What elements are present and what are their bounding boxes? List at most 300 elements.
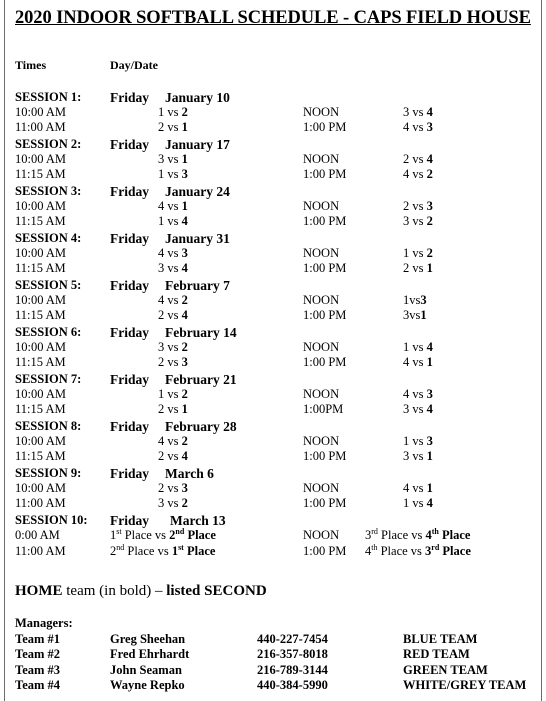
away-team: 4 — [158, 199, 165, 213]
away-team: 3 — [158, 340, 165, 354]
matchup-2 — [403, 261, 433, 276]
home-team: 1 — [181, 120, 188, 134]
home-team: 2 — [181, 105, 188, 119]
vs-text: vs — [167, 293, 179, 307]
away-team: 1 — [403, 246, 410, 260]
vs-text: vs — [167, 387, 179, 401]
game-row — [0, 355, 546, 370]
game-time: 11:15 AM — [15, 355, 66, 369]
game-row — [0, 402, 546, 417]
away-team: 2 — [158, 355, 165, 369]
manager-name: John Seaman — [110, 662, 182, 677]
session-label: SESSION 8: — [15, 419, 82, 433]
final-game-row — [0, 528, 546, 543]
session-label: SESSION 1: — [15, 90, 82, 104]
game-time-2: 1:00 PM — [303, 449, 347, 463]
away-team: 2 — [158, 402, 165, 416]
away-team: 4 — [158, 293, 165, 307]
place-suffix: st — [178, 542, 184, 552]
matchup-2 — [403, 308, 427, 323]
away-team: 3 — [158, 261, 165, 275]
home-team: 1 — [420, 308, 427, 322]
team-color: BLUE TEAM — [403, 632, 478, 646]
vs-text: vs — [409, 293, 421, 307]
away-team: 4 — [403, 120, 410, 134]
home-team: 3 — [420, 293, 427, 307]
placement — [425, 544, 471, 558]
matchup-2 — [403, 105, 433, 120]
matchup-1 — [158, 261, 188, 276]
session-date: February 28 — [165, 419, 237, 434]
matchup-1 — [158, 214, 188, 229]
place-number: 3 — [365, 528, 372, 542]
matchup-2 — [403, 355, 433, 370]
game-time-2: 1:00 PM — [303, 261, 347, 275]
place-suffix: rd — [431, 542, 440, 552]
home-team: 4 — [426, 496, 433, 510]
session-date: January 10 — [165, 90, 230, 105]
away-team: 4 — [403, 481, 410, 495]
matchup-2 — [403, 120, 433, 135]
vs-text: vs — [412, 120, 424, 134]
game-time-2: NOON — [303, 152, 340, 166]
session-day: Friday — [110, 184, 149, 199]
daydate-header: Day/Date — [110, 58, 158, 72]
game-row — [0, 496, 546, 511]
matchup-1 — [158, 167, 188, 182]
place-number: 1 — [171, 544, 179, 558]
vs-text: vs — [412, 246, 424, 260]
matchup-1 — [158, 434, 188, 449]
game-row — [0, 105, 546, 120]
team-color: GREEN TEAM — [403, 662, 488, 677]
matchup-2 — [403, 293, 427, 308]
home-team: 1 — [426, 449, 433, 463]
game-time-2: NOON — [303, 481, 340, 495]
away-team: 3 — [403, 308, 410, 322]
game-time: 11:00 AM — [15, 120, 66, 134]
place-number: 2 — [169, 528, 176, 542]
away-team: 1 — [158, 167, 165, 181]
matchup-2 — [403, 387, 433, 402]
manager-row — [0, 678, 546, 693]
session-label: SESSION 7: — [15, 372, 82, 386]
final-game-row — [0, 544, 546, 559]
home-team: 4 — [181, 214, 188, 228]
manager-phone: 440-384-5990 — [257, 677, 328, 692]
away-team: 1 — [403, 340, 410, 354]
home-team: 4 — [181, 449, 188, 463]
matchup-1 — [158, 340, 188, 355]
session-day: Friday — [110, 137, 149, 152]
placement — [365, 544, 425, 558]
game-row — [0, 481, 546, 496]
away-team: 3 — [403, 105, 410, 119]
home-team: 4 — [426, 105, 433, 119]
matchup-2 — [403, 496, 433, 511]
session-label: SESSION 4: — [15, 231, 82, 245]
session-header-row — [0, 466, 546, 481]
home-word: HOME — [15, 583, 63, 599]
home-team: 2 — [181, 340, 188, 354]
matchup-2 — [403, 481, 433, 496]
game-row — [0, 167, 546, 182]
game-time: 10:00 AM — [15, 199, 67, 213]
vs-text: vs — [167, 308, 179, 322]
place-suffix: st — [116, 526, 122, 536]
session-label: SESSION 9: — [15, 466, 82, 480]
matchup-2 — [403, 449, 433, 464]
page-title: 2020 INDOOR SOFTBALL SCHEDULE - CAPS FIELD HOUSE — [15, 8, 531, 28]
matchup-1 — [158, 293, 188, 308]
team-color: RED TEAM — [403, 647, 470, 662]
place-number: 2 — [110, 544, 117, 558]
vs-text: vs — [167, 481, 179, 495]
away-team: 3 — [403, 214, 410, 228]
vs-text: vs — [409, 308, 421, 322]
matchup-1 — [158, 120, 188, 135]
session-day: Friday — [110, 325, 149, 340]
final-matchup-1 — [110, 528, 216, 543]
game-time: 11:15 AM — [15, 214, 66, 228]
team-color: WHITE/GREY TEAM — [403, 677, 527, 692]
vs-text: vs — [167, 496, 179, 510]
game-time-2: 1:00 PM — [303, 308, 347, 322]
place-number: 1 — [110, 528, 117, 542]
game-row — [0, 261, 546, 276]
placement — [425, 528, 470, 542]
home-team: 3 — [426, 387, 433, 401]
managers-label: Managers: — [15, 616, 73, 630]
vs-text: vs — [167, 449, 179, 463]
home-mid: team (in bold) – — [62, 583, 167, 599]
vs-text: vs — [412, 402, 424, 416]
game-time: 10:00 AM — [15, 387, 67, 401]
vs-text: vs — [167, 340, 179, 354]
home-team: 3 — [426, 199, 433, 213]
game-time: 10:00 AM — [15, 434, 67, 448]
away-team: 2 — [158, 449, 165, 463]
final-matchup-2 — [365, 544, 471, 559]
matchup-1 — [158, 152, 188, 167]
vs-text: vs — [412, 199, 424, 213]
game-time-2: 1:00 PM — [303, 496, 347, 510]
matchup-2 — [403, 340, 433, 355]
vs-text: vs — [412, 434, 424, 448]
place-text: Place — [438, 528, 471, 542]
team-number: Team #3 — [15, 662, 61, 677]
game-time-2: NOON — [303, 199, 340, 213]
place-suffix: th — [371, 542, 378, 552]
vs-text: vs — [412, 449, 424, 463]
vs-text: vs — [412, 355, 424, 369]
game-time-2: NOON — [303, 293, 340, 307]
home-team: 1 — [181, 152, 188, 166]
session-label: SESSION 2: — [15, 137, 82, 151]
game-time: 11:15 AM — [15, 402, 66, 416]
place-text: Place vs — [121, 528, 170, 542]
away-team: 3 — [158, 496, 165, 510]
game-time-2: 1:00 PM — [303, 355, 347, 369]
vs-text: vs — [412, 214, 424, 228]
game-time: 10:00 AM — [15, 293, 67, 307]
away-team: 1 — [403, 496, 410, 510]
home-team: 3 — [426, 434, 433, 448]
team-number: Team #4 — [15, 677, 61, 692]
game-time: 11:15 AM — [15, 261, 66, 275]
matchup-2 — [403, 434, 433, 449]
vs-text: vs — [167, 434, 179, 448]
home-team: 1 — [426, 261, 433, 275]
home-team: 2 — [181, 434, 188, 448]
game-time: 11:00 AM — [15, 496, 66, 510]
matchup-1 — [158, 246, 188, 261]
session-date: January 31 — [165, 231, 230, 246]
matchup-1 — [158, 449, 188, 464]
vs-text: vs — [167, 214, 179, 228]
session-day: Friday — [110, 419, 149, 434]
home-team: 3 — [181, 355, 188, 369]
session-date: January 17 — [165, 137, 230, 152]
away-team: 4 — [403, 387, 410, 401]
session-day: Friday — [110, 513, 149, 528]
manager-name: Greg Sheehan — [110, 632, 186, 646]
session-header-row — [0, 278, 546, 293]
game-row — [0, 387, 546, 402]
home-team: 3 — [181, 167, 188, 181]
away-team: 4 — [403, 355, 410, 369]
session-day: Friday — [110, 278, 149, 293]
home-team: 3 — [181, 246, 188, 260]
session-header-row — [0, 419, 546, 434]
away-team: 1 — [403, 293, 410, 307]
away-team: 1 — [158, 105, 165, 119]
session-header-row — [0, 184, 546, 199]
game-time-2: 1:00 PM — [303, 214, 347, 228]
game-row — [0, 449, 546, 464]
place-number: 4 — [425, 528, 432, 542]
home-team: 2 — [181, 496, 188, 510]
home-team: 4 — [426, 402, 433, 416]
placement — [172, 544, 216, 558]
game-row — [0, 246, 546, 261]
matchup-2 — [403, 214, 433, 229]
vs-text: vs — [412, 387, 424, 401]
matchup-2 — [403, 167, 433, 182]
game-time-2: NOON — [303, 528, 340, 542]
matchup-1 — [158, 355, 188, 370]
session-label: SESSION 3: — [15, 184, 82, 198]
session-header-row — [0, 513, 546, 528]
vs-text: vs — [412, 152, 424, 166]
game-row — [0, 308, 546, 323]
home-team: 2 — [426, 167, 433, 181]
place-number: 4 — [365, 544, 372, 558]
game-time-2: 1:00 PM — [303, 167, 347, 181]
game-row — [0, 199, 546, 214]
session-header-row — [0, 372, 546, 387]
matchup-1 — [158, 402, 188, 417]
home-team: 4 — [426, 340, 433, 354]
matchup-1 — [158, 387, 188, 402]
matchup-1 — [158, 105, 188, 120]
placement — [169, 528, 216, 542]
home-team: 2 — [181, 387, 188, 401]
game-row — [0, 293, 546, 308]
manager-row — [0, 663, 546, 678]
game-row — [0, 120, 546, 135]
placement — [110, 544, 172, 558]
matchup-1 — [158, 496, 188, 511]
vs-text: vs — [167, 167, 179, 181]
session-label: SESSION 5: — [15, 278, 82, 292]
game-time: 11:00 AM — [15, 544, 66, 558]
game-time: 11:15 AM — [15, 308, 66, 322]
matchup-2 — [403, 199, 433, 214]
team-number: Team #2 — [15, 647, 61, 662]
vs-text: vs — [167, 152, 179, 166]
game-time: 10:00 AM — [15, 105, 67, 119]
placement — [365, 528, 425, 542]
home-team: 1 — [181, 199, 188, 213]
manager-name: Wayne Repko — [110, 677, 185, 692]
home-team-note — [15, 583, 267, 600]
session-header-row — [0, 231, 546, 246]
away-team: 2 — [158, 308, 165, 322]
game-row — [0, 434, 546, 449]
game-time: 10:00 AM — [15, 152, 67, 166]
home-listed-second: listed SECOND — [166, 583, 267, 599]
vs-text: vs — [167, 355, 179, 369]
home-team: 1 — [426, 481, 433, 495]
final-matchup-1 — [110, 544, 215, 559]
matchup-1 — [158, 481, 188, 496]
away-team: 2 — [403, 152, 410, 166]
game-row — [0, 340, 546, 355]
session-day: Friday — [110, 90, 149, 105]
session-day: Friday — [110, 231, 149, 246]
game-time: 11:15 AM — [15, 167, 66, 181]
matchup-2 — [403, 152, 433, 167]
manager-phone: 440-227-7454 — [257, 632, 328, 646]
session-date: March 13 — [170, 513, 226, 528]
session-date: February 14 — [165, 325, 237, 340]
manager-row — [0, 632, 546, 647]
manager-phone: 216-789-3144 — [257, 662, 328, 677]
home-team: 3 — [426, 120, 433, 134]
home-team: 2 — [426, 214, 433, 228]
away-team: 1 — [158, 387, 165, 401]
away-team: 1 — [403, 434, 410, 448]
place-suffix: rd — [371, 526, 378, 536]
vs-text: vs — [167, 120, 179, 134]
game-time: 10:00 AM — [15, 481, 67, 495]
away-team: 3 — [403, 449, 410, 463]
game-time: 11:15 AM — [15, 449, 66, 463]
place-suffix: th — [431, 526, 439, 536]
game-time: 10:00 AM — [15, 340, 67, 354]
session-date: February 21 — [165, 372, 237, 387]
vs-text: vs — [167, 402, 179, 416]
manager-name: Fred Ehrhardt — [110, 647, 190, 662]
session-date: March 6 — [165, 466, 214, 481]
home-team: 1 — [426, 355, 433, 369]
matchup-1 — [158, 199, 188, 214]
away-team: 4 — [158, 434, 165, 448]
game-time-2: NOON — [303, 246, 340, 260]
home-team: 4 — [181, 261, 188, 275]
home-team: 2 — [426, 246, 433, 260]
game-row — [0, 214, 546, 229]
session-day: Friday — [110, 466, 149, 481]
session-header-row — [0, 90, 546, 105]
manager-row — [0, 647, 546, 662]
home-team: 4 — [181, 308, 188, 322]
game-time: 0:00 AM — [15, 528, 60, 542]
game-time-2: 1:00 PM — [303, 544, 347, 558]
place-text: Place — [183, 544, 216, 558]
home-team: 4 — [426, 152, 433, 166]
vs-text: vs — [412, 167, 424, 181]
vs-text: vs — [167, 261, 179, 275]
game-time-2: NOON — [303, 105, 340, 119]
game-time-2: 1:00 PM — [303, 120, 347, 134]
vs-text: vs — [412, 105, 424, 119]
session-day: Friday — [110, 372, 149, 387]
session-date: January 24 — [165, 184, 230, 199]
game-time-2: 1:00PM — [303, 402, 344, 416]
away-team: 3 — [158, 152, 165, 166]
place-text: Place — [184, 528, 216, 542]
placement — [110, 528, 169, 542]
home-team: 1 — [181, 402, 188, 416]
away-team: 4 — [158, 246, 165, 260]
vs-text: vs — [167, 199, 179, 213]
vs-text: vs — [412, 496, 424, 510]
away-team: 2 — [158, 481, 165, 495]
times-header: Times — [15, 58, 47, 72]
team-number: Team #1 — [15, 632, 61, 646]
matchup-2 — [403, 246, 433, 261]
session-date: February 7 — [165, 278, 230, 293]
place-text: Place — [439, 544, 471, 558]
away-team: 2 — [403, 261, 410, 275]
away-team: 4 — [403, 167, 410, 181]
place-suffix: nd — [116, 542, 125, 552]
vs-text: vs — [412, 261, 424, 275]
session-label: SESSION 10: — [15, 513, 88, 527]
place-text: Place vs — [377, 544, 426, 558]
home-team: 2 — [181, 293, 188, 307]
session-header-row — [0, 137, 546, 152]
vs-text: vs — [167, 246, 179, 260]
game-time-2: NOON — [303, 387, 340, 401]
place-suffix: nd — [175, 526, 185, 536]
session-label: SESSION 6: — [15, 325, 82, 339]
away-team: 2 — [403, 199, 410, 213]
game-time-2: NOON — [303, 340, 340, 354]
game-time-2: NOON — [303, 434, 340, 448]
place-text: Place vs — [124, 544, 172, 558]
matchup-1 — [158, 308, 188, 323]
vs-text: vs — [167, 105, 179, 119]
away-team: 3 — [403, 402, 410, 416]
vs-text: vs — [412, 340, 424, 354]
game-time: 10:00 AM — [15, 246, 67, 260]
session-header-row — [0, 325, 546, 340]
place-text: Place vs — [377, 528, 426, 542]
game-row — [0, 152, 546, 167]
